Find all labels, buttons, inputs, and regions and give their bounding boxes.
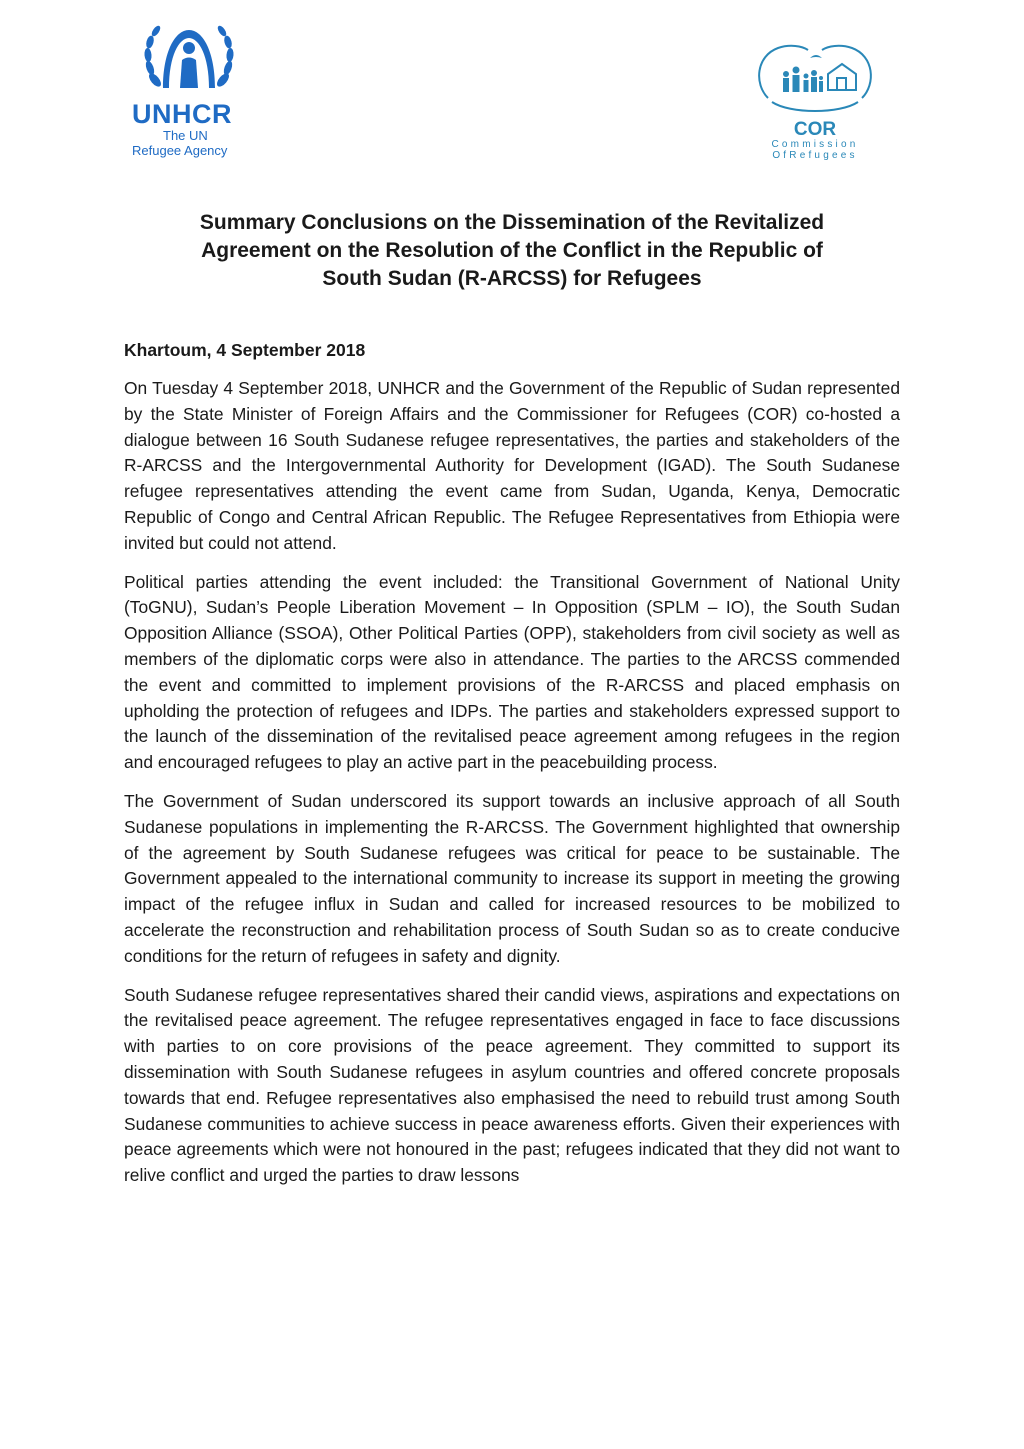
cor-logo <box>745 40 885 161</box>
cor-tagline-2: OfRefugees <box>772 150 858 161</box>
unhcr-tagline-2: Refugee Agency <box>132 143 228 158</box>
cor-name: COR <box>793 119 837 140</box>
dateline: Khartoum, 4 September 2018 <box>124 340 366 360</box>
unhcr-logo <box>128 22 250 158</box>
cor-emblem-icon <box>750 40 880 116</box>
paragraph-4: South Sudanese refugee representatives shared their candid views, aspirations and expectations on the revitalised peace agreement. The refugee representatives engaged in face to face discussions with parties to on core provisions of the peace agreement. They committed to support its dissemination with South Sudanese refugees in asylum countries and offered concrete proposals towards that end. Refugee representatives also emphasised the need to rebuild trust among South Sudanese communities to achieve success in peace awareness efforts. Given their experiences with peace agreements which were not honoured in the past; refugees indicated that they did not want to relive conflict and urged the parties to draw lessons <box>124 984 900 1186</box>
paragraph-2: Political parties attending the event included: the Transitional Government of National Unity (ToGNU), Sudan’s People Liberation Movement – In Opposition (SPLM – IO), the South Sudan Opposition Alliance (SSOA), Other Political Parties (OPP), stakeholders from civil society as well as members of the diplomatic corps were also in attendance. The parties to the ARCSS commended the event and committed to implement provisions of the R-ARCSS and placed emphasis on upholding the protection of refugees and IDPs. The parties and stakeholders expressed support to the launch of the dissemination of the revitalised peace agreement among refugees in the region and encouraged refugees to play an active part in the peacebuilding process. <box>124 571 900 773</box>
document-body <box>124 376 900 1202</box>
paragraph-1: On Tuesday 4 September 2018, UNHCR and the Government of the Republic of Sudan represented by the State Minister of Foreign Affairs and the Commissioner for Refugees (COR) co-hosted a dialogue between 16 South Sudanese refugee representatives, the parties and stakeholders of the R-ARCSS and the Intergovernmental Authority for Development (IGAD). The South Sudanese refugee representatives attending the event came from Sudan, Uganda, Kenya, Democratic Republic of Congo and Central African Republic. The Refugee Representatives from Ethiopia were invited but could not attend. <box>124 378 900 553</box>
title-line-3: South Sudan (R-ARCSS) for Refugees <box>322 267 702 290</box>
paragraph-3: The Government of Sudan underscored its support towards an inclusive approach of all South Sudanese populations in implementing the R-ARCSS. The Government highlighted that ownership of the agreement by South Sudanese refugees was critical for peace to be sustainable. The Government appealed to the international community to increase its support in meeting the growing impact of the refugee influx in Sudan and called for increased resources to be mobilized to accelerate the reconstruction and rehabilitation process of South Sudan so as to create conducive conditions for the return of refugees in safety and dignity. <box>124 790 900 966</box>
title-line-1: Summary Conclusions on the Dissemination of the Revitalized <box>199 211 825 234</box>
unhcr-tagline-1: The UN <box>163 128 208 143</box>
unhcr-name: UNHCR <box>132 99 232 129</box>
title-line-2: Agreement on the Resolution of the Conflict in the Republic of <box>201 239 823 262</box>
cor-tagline-1: Commission <box>771 139 859 150</box>
document-title <box>124 209 900 293</box>
unhcr-emblem-icon <box>141 22 237 98</box>
